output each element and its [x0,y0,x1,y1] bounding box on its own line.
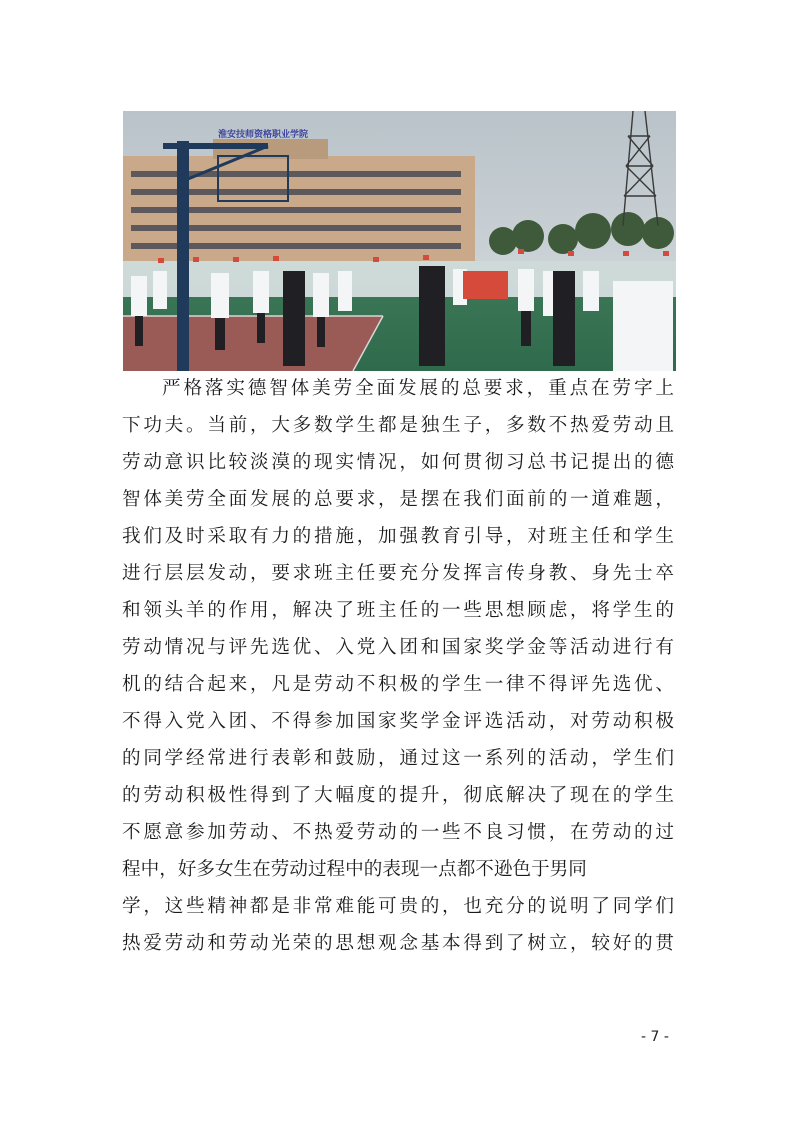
paragraph-line-6: 进行层层发动，要求班主任要充分发挥言传身教、身先士卒 [122,563,674,584]
paragraph-line-4: 智体美劳全面发展的总要求，是摆在我们面前的一道难题， [122,489,674,510]
photo-illustration [123,111,676,371]
paragraph-line-12: 的劳动积极性得到了大幅度的提升，彻底解决了现在的学生 [122,785,674,806]
paragraph-line-5: 我们及时采取有力的措施，加强教育引导，对班主任和学生 [122,526,674,547]
paragraph-line-13: 不愿意参加劳动、不热爱劳动的一些不良习惯，在劳动的过 [122,822,674,843]
paragraph-line-16: 热爱劳动和劳动光荣的思想观念基本得到了树立，较好的贯 [122,933,674,954]
paragraph-line-8: 劳动情况与评先选优、入党入团和国家奖学金等活动进行有 [122,637,674,658]
paragraph-line-7: 和领头羊的作用，解决了班主任的一些思想顾虑，将学生的 [122,600,674,621]
paragraph-line-3: 劳动意识比较淡漠的现实情况，如何贯彻习总书记提出的德 [122,452,674,473]
paragraph-line-10: 不得入党入团、不得参加国家奖学金评选活动，对劳动积极 [122,711,674,732]
body-paragraph [122,370,674,962]
paragraph-line-2: 下功夫。当前，大多数学生都是独生子，多数不热爱劳动且 [122,415,674,436]
page-number: - 7 - [641,1029,669,1045]
paragraph-line-1: 严格落实德智体美劳全面发展的总要求，重点在劳字上 [162,378,674,399]
paragraph-line-9: 机的结合起来，凡是劳动不积极的学生一律不得评先选优、 [122,674,674,695]
building-sign: 淮安技师资格职业学院 [218,130,309,140]
paragraph-line-14: 程中，好多女生在劳动过程中的表现一点都不逊色于男同 [122,859,587,880]
paragraph-line-11: 的同学经常进行表彰和鼓励，通过这一系列的活动，学生们 [122,748,674,769]
school-assembly-photo [123,111,676,371]
paragraph-line-15: 学，这些精神都是非常难能可贵的，也充分的说明了同学们 [122,896,674,917]
